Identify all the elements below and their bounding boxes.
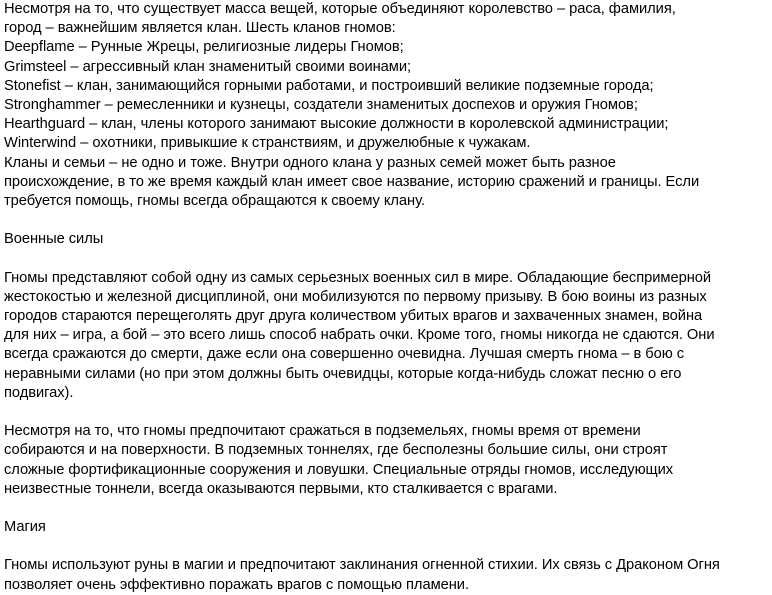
text-line: позволяет очень эффективно поражать врагов с помощью пламени. (4, 576, 469, 593)
spacer (4, 499, 770, 518)
text-line: Кланы и семьи – не одно и тоже. Внутри одного клана у разных семей может быть разное (4, 154, 616, 171)
text-line: всегда сражаются до смерти, даже если она совершенно очевидна. Лучшая смерть гнома – в бою с (4, 346, 685, 363)
clan-item-stonefist: Stonefist – клан, занимающийся горными работами, и построивший великие подземные города; (4, 77, 654, 94)
text-line: жестокостью и железной дисциплиной, они мобилизуются по первому призыву. В бою воины из разных (4, 288, 707, 305)
clan-item-winterwind: Winterwind – охотники, привыкшие к странствиям, и дружелюбные к чужакам. (4, 135, 531, 152)
spacer (4, 537, 770, 556)
clans-list (4, 38, 770, 153)
magic-heading: Магия (4, 519, 46, 536)
clan-item-deepflame: Deepflame – Рунные Жрецы, религиозные лидеры Гномов; (4, 39, 404, 56)
text-line: Гномы используют руны в магии и предпочитают заклинания огненной стихии. Их связь с Драконом Огня (4, 557, 720, 574)
magic-paragraph (4, 556, 770, 594)
text-line: Несмотря на то, что существует масса вещей, которые объединяют королевство – раса, фамилия, (4, 1, 676, 17)
military-paragraph-1 (4, 269, 770, 403)
military-paragraph-2 (4, 422, 770, 499)
spacer (4, 211, 770, 230)
text-line: неравными силами (но при этом должны быть очевидцы, которые когда-нибудь сложат песню о его (4, 365, 682, 382)
clan-item-stronghammer: Stronghammer – ремесленники и кузнецы, создатели знаменитых доспехов и оружия Гномов; (4, 96, 638, 113)
text-line: городов стараются перещеголять друг друга количеством убитых врагов и захваченных знамен, война (4, 308, 703, 324)
text-line: подвигах). (4, 384, 74, 401)
clan-item-hearthguard: Hearthguard – клан, члены которого занимают высокие должности в королевской администрации; (4, 116, 669, 133)
military-heading: Военные силы (4, 231, 104, 248)
spacer (4, 403, 770, 422)
text-line: для них – игра, а бой – это всего лишь способ набрать очки. Кроме того, гномы никогда не сдаются. Они (4, 327, 715, 344)
families-paragraph (4, 154, 770, 212)
text-line: город – важнейшим является клан. Шесть кланов гномов: (4, 20, 396, 37)
spacer (4, 249, 770, 268)
clans-intro-paragraph (4, 0, 770, 38)
text-line: собираются и на поверхности. В подземных тоннелях, где бесполезны большие силы, они строят (4, 442, 668, 459)
text-line: неизвестные тоннели, всегда оказываются первыми, кто сталкивается с врагами. (4, 480, 558, 497)
text-line: сложные фортификационные сооружения и ловушки. Специальные отряды гномов, исследующих (4, 461, 674, 478)
text-line: происхождение, в то же время каждый клан имеет свое название, историю сражений и границы. Если (4, 173, 700, 190)
clan-item-grimsteel: Grimsteel – агрессивный клан знаменитый своими воинами; (4, 58, 412, 75)
text-line: Несмотря на то, что гномы предпочитают сражаться в подземельях, гномы время от времени (4, 423, 641, 440)
text-line: Гномы представляют собой одну из самых серьезных военных сил в мире. Обладающие беспримерной (4, 269, 712, 286)
text-line: требуется помощь, гномы всегда обращаются к своему клану. (4, 192, 425, 209)
